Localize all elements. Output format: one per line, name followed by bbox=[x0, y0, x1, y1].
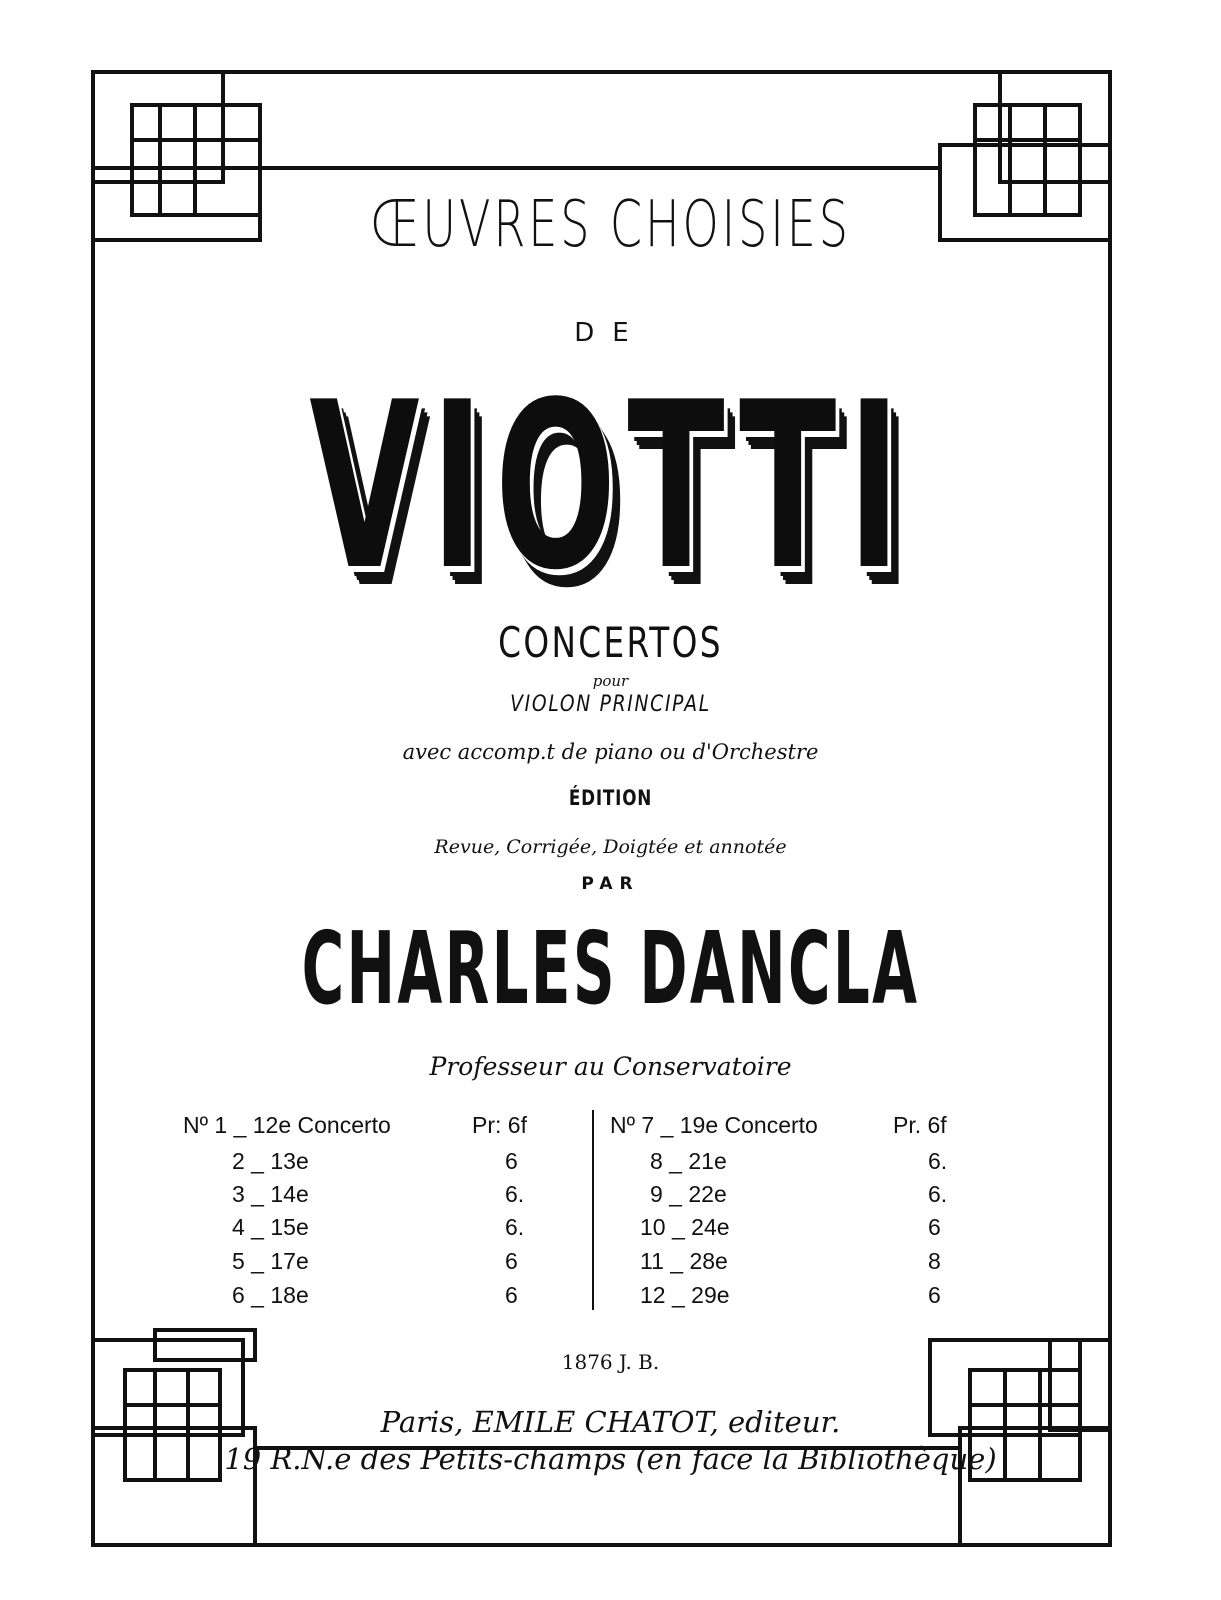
catalog-price: Pr: 6f bbox=[472, 1112, 527, 1138]
editor-title: Professeur au Conservatoire bbox=[429, 1052, 792, 1081]
series-title: ŒUVRES CHOISIES bbox=[370, 188, 851, 262]
edition-label: ÉDITION bbox=[568, 786, 653, 810]
catalog-price: 6 bbox=[928, 1282, 941, 1308]
catalog-entry: Nº 7 _ 19e Concerto bbox=[610, 1112, 818, 1138]
catalog-price: 6 bbox=[928, 1214, 941, 1240]
catalog-price: Pr. 6f bbox=[893, 1112, 947, 1138]
catalog-divider bbox=[592, 1110, 594, 1310]
revision-label: Revue, Corrigée, Doigtée et annotée bbox=[434, 836, 787, 858]
catalog-price: 6. bbox=[505, 1214, 525, 1240]
par-label: PAR bbox=[581, 874, 640, 894]
series-title-de: DE bbox=[574, 318, 647, 348]
publication-date: 1876 J. B. bbox=[561, 1350, 660, 1374]
catalog-price: 6. bbox=[928, 1181, 948, 1207]
instrument-label: VIOLON PRINCIPAL bbox=[510, 692, 711, 717]
catalog-price: 6. bbox=[505, 1181, 525, 1207]
catalog-entry: 11 _ 28e bbox=[640, 1248, 728, 1274]
catalog-entry: 4 _ 15e bbox=[232, 1214, 309, 1240]
catalog-price: 8 bbox=[928, 1248, 941, 1274]
catalog-entry: 3 _ 14e bbox=[232, 1181, 309, 1207]
editor-name: CHARLES DANCLA bbox=[301, 910, 920, 1027]
catalog-entry: 12 _ 29e bbox=[640, 1282, 730, 1308]
publisher-address: 19 R.N.e des Petits-champs (en face la Bibliothèque) bbox=[224, 1442, 997, 1476]
catalog-entry: 9 _ 22e bbox=[650, 1181, 727, 1207]
composer-name: VIOTTI bbox=[309, 354, 912, 621]
catalog-price: 6. bbox=[928, 1148, 948, 1174]
catalog-price: 6 bbox=[505, 1282, 518, 1308]
catalog-entry: 2 _ 13e bbox=[232, 1148, 309, 1174]
catalog-price: 6 bbox=[505, 1248, 518, 1274]
catalog-price: 6 bbox=[505, 1148, 518, 1174]
catalog-entry: 10 _ 24e bbox=[640, 1214, 730, 1240]
catalog-entry: 5 _ 17e bbox=[232, 1248, 309, 1274]
catalog-entry: 6 _ 18e bbox=[232, 1282, 309, 1308]
pour-label: pour bbox=[592, 672, 629, 690]
catalog-entry: 8 _ 21e bbox=[650, 1148, 727, 1174]
publisher-line: Paris, EMILE CHATOT, editeur. bbox=[380, 1405, 841, 1439]
catalog-entry: Nº 1 _ 12e Concerto bbox=[183, 1112, 391, 1138]
accompaniment-label: avec accomp.t de piano ou d'Orchestre bbox=[402, 740, 819, 764]
work-title: CONCERTOS bbox=[498, 618, 723, 667]
